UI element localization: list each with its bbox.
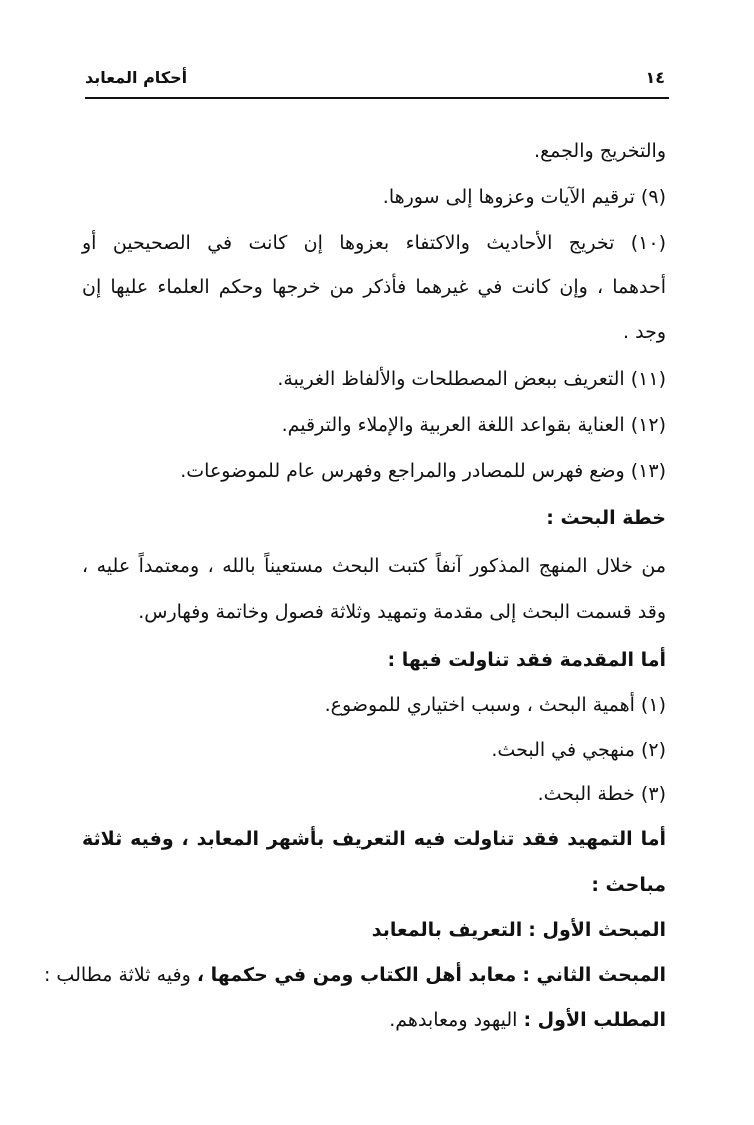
list-item: (٣) خطة البحث. (537, 783, 666, 805)
text-line: من خلال المنهج المذكور آنفاً كتبت البحث مستعيناً بالله ، ومعتمداً عليه ، (82, 555, 666, 577)
matlab-1-label: المطلب الأول : (523, 1009, 666, 1031)
text-line: والتخريج والجمع. (534, 140, 666, 162)
mabhath-2-title: معابد أهل الكتاب ومن في حكمها ، (196, 964, 517, 986)
subsection-heading: أما التمهيد فقد تناولت فيه التعريف بأشهر المعابد ، وفيه ثلاثة (82, 828, 666, 850)
list-item: (١٣) وضع فهرس للمصادر والمراجع وفهرس عام للموضوعات. (180, 460, 666, 482)
subsection-heading: أما المقدمة فقد تناولت فيها : (387, 649, 666, 671)
section-heading: خطة البحث : (546, 507, 666, 529)
mabhath-1 (82, 915, 666, 945)
running-header (85, 62, 665, 92)
mabhath-2-note: وفيه ثلاثة مطالب : (43, 964, 191, 986)
text-line: وجد . (623, 321, 666, 343)
book-title: أحكام المعابد (85, 67, 188, 87)
text-line: وقد قسمت البحث إلى مقدمة وتمهيد وثلاثة فصول وخاتمة وفهارس. (138, 601, 666, 623)
list-item: (٩) ترقيم الآيات وعزوها إلى سورها. (382, 186, 666, 208)
list-item: (١٢) العناية بقواعد اللغة العربية والإملاء والترقيم. (281, 414, 666, 436)
mabhath-1-title: التعريف بالمعابد (371, 919, 523, 941)
list-item: (١٠) تخريج الأحاديث والاكتفاء بعزوها إن كانت في الصحيحين أو (82, 232, 666, 254)
mabhath-2 (43, 960, 666, 990)
matlab-1-title: اليهود ومعابدهم. (389, 1009, 518, 1031)
list-item: (٢) منهجي في البحث. (491, 739, 666, 761)
subsection-heading: مباحث : (591, 874, 666, 896)
mabhath-2-label: المبحث الثاني : (522, 964, 666, 986)
mabhath-1-label: المبحث الأول : (528, 919, 666, 941)
header-divider (85, 97, 669, 99)
page-number: ١٤ (645, 67, 665, 87)
list-item: (١) أهمية البحث ، وسبب اختياري للموضوع. (324, 694, 666, 716)
text-line: أحدهما ، وإن كانت في غيرهما فأذكر من خرجها وحكم العلماء عليها إن (82, 276, 666, 298)
list-item: (١١) التعريف ببعض المصطلحات والألفاظ الغريبة. (277, 368, 666, 390)
matlab-1 (82, 1005, 666, 1035)
